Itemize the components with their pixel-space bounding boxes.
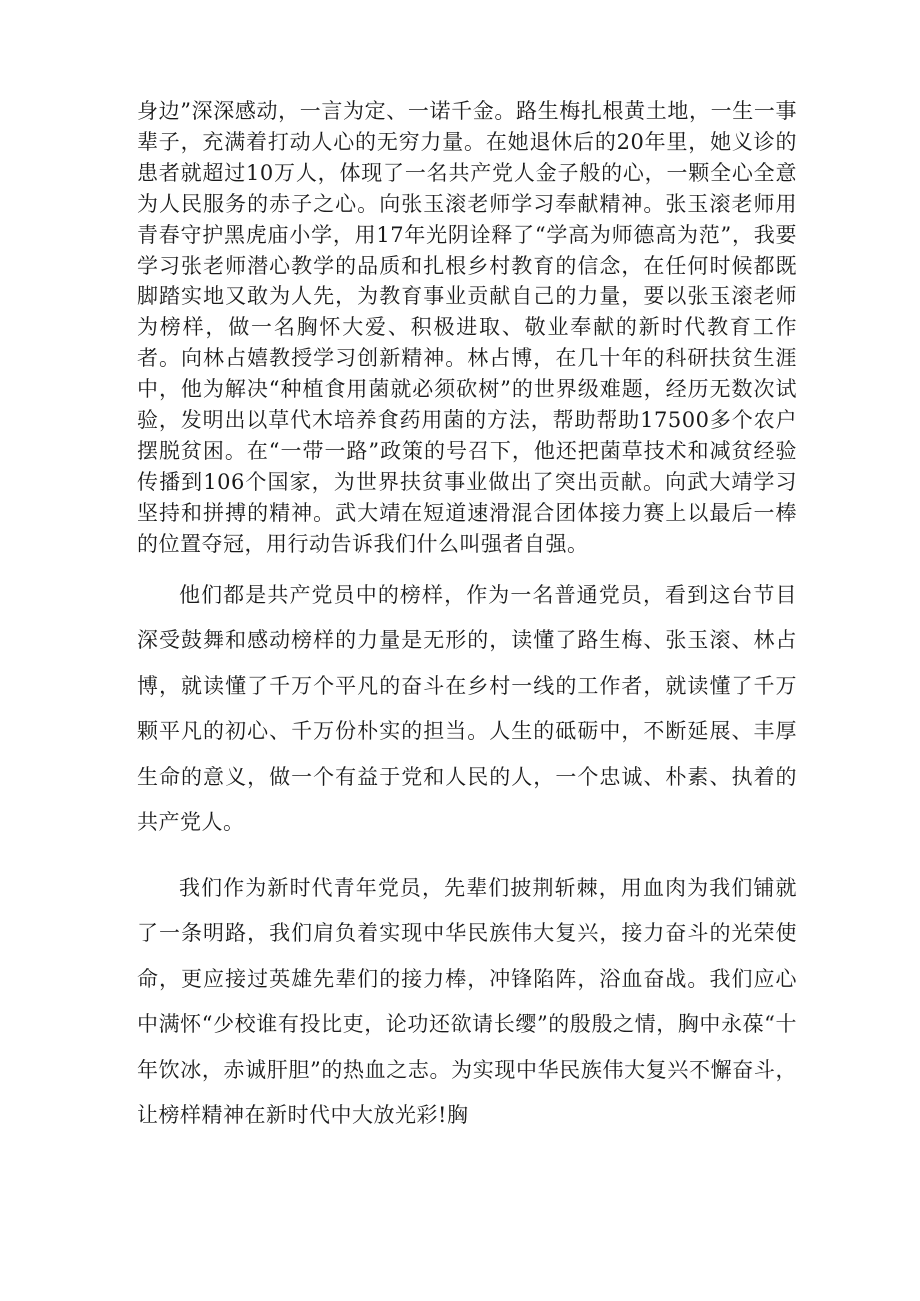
document-page — [137, 96, 797, 1139]
paragraph-1: 身边”深深感动，一言为定、一诺千金。路生梅扎根黄土地，一生一事辈子，充满着打动人心的无穷力量。在她退休后的20年里，她义诊的患者就超过10万人，体现了一名共产党人金子般的心，一颗全心全意为人民服务的赤子之心。向张玉滚老师学习奉献精神。张玉滚老师用青春守护黑虎庙小学，用17年光阴诠释了“学高为师德高为范”，我要学习张老师潜心教学的品质和扎根乡村教育的信念，在任何时候都既脚踏实地又敢为人先，为教育事业贡献自己的力量，要以张玉滚老师为榜样，做一名胸怀大爱、积极进取、敬业奉献的新时代教育工作者。向林占嬉教授学习创新精神。林占博，在几十年的科研扶贫生涯中，他为解决“种植食用菌就必须砍树”的世界级难题，经历无数次试验，发明出以草代木培养食药用菌的方法，帮助帮助17500多个农户摆脱贫困。在“一带一路”政策的号召下，他还把菌草技术和减贫经验传播到106个国家，为世界扶贫事业做出了突出贡献。向武大靖学习坚持和拼搏的精神。武大靖在短道速滑混合团体接力赛上以最后一棒的位置夺冠，用行动告诉我们什么叫强者自强。 — [137, 99, 797, 556]
paragraph-3: 我们作为新时代青年党员，先辈们披荆斩棘，用血肉为我们铺就了一条明路，我们肩负着实现中华民族伟大复兴，接力奋斗的光荣使命，更应接过英雄先辈们的接力棒，冲锋陷阵，浴血奋战。我们应心中满怀“少校谁有投比吏，论功还欲请长缨”的殷殷之情，胸中永葆“十年饮冰，赤诚肝胆”的热血之志。为实现中华民族伟大复兴不懈奋斗，让榜样精神在新时代中大放光彩!胸 — [137, 875, 797, 1128]
paragraph-2: 他们都是共产党员中的榜样，作为一名普通党员，看到这台节目深受鼓舞和感动榜样的力量是无形的，读懂了路生梅、张玉滚、林占博，就读懂了千万个平凡的奋斗在乡村一线的工作者，就读懂了千万颗平凡的初心、千万份朴实的担当。人生的砥砺中，不断延展、丰厚生命的意义，做一个有益于党和人民的人，一个忠诚、朴素、执着的共产党人。 — [137, 582, 797, 835]
